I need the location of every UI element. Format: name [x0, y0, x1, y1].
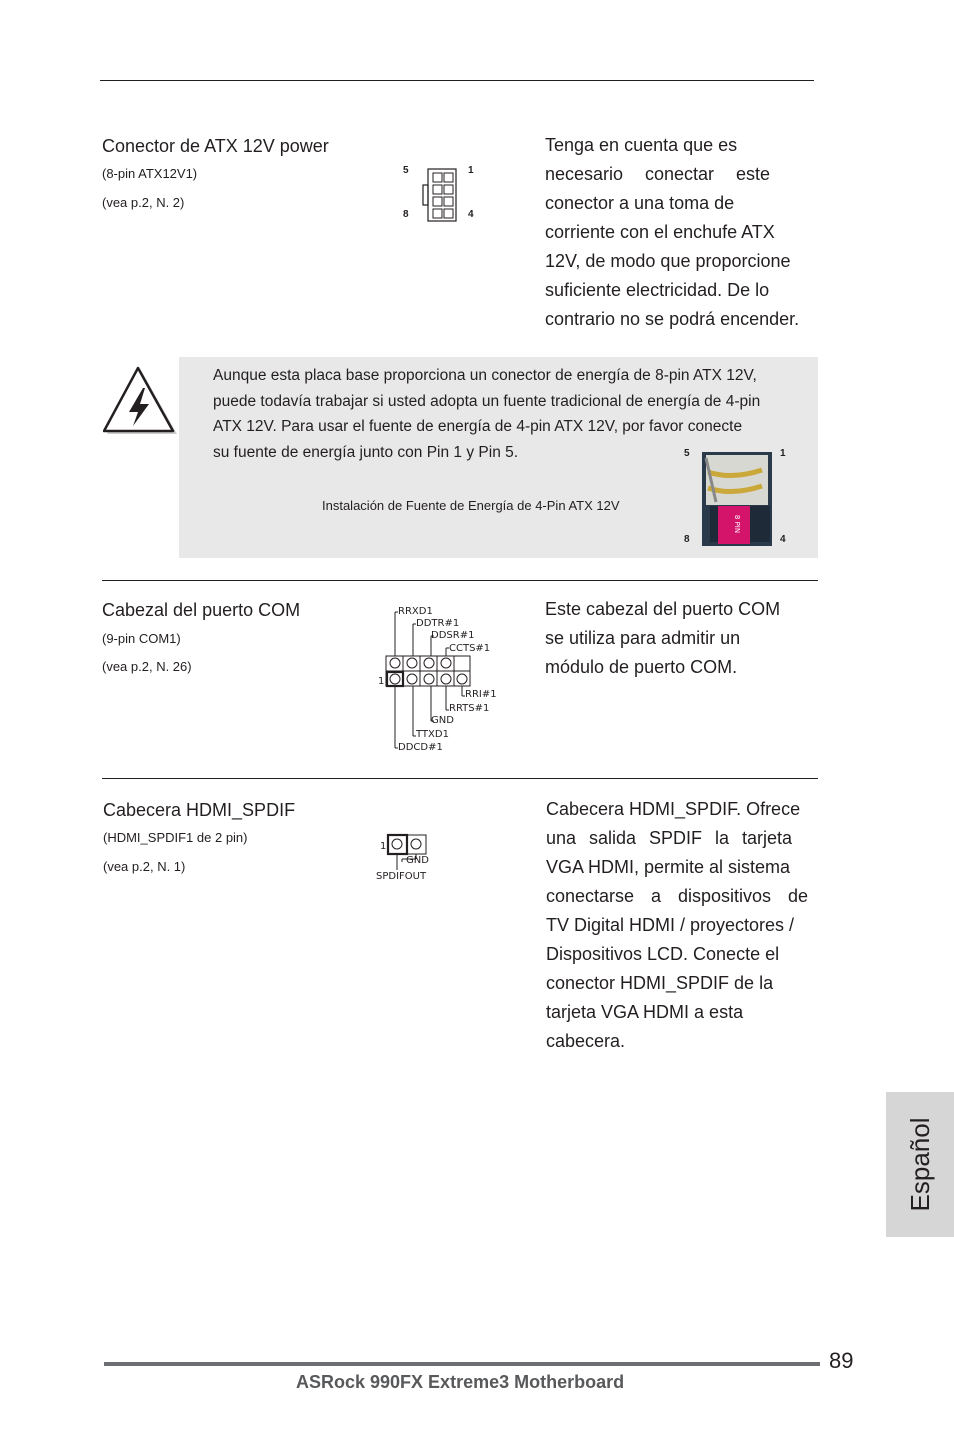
- hdmi-spdifout-label: SPDIFOUT: [376, 871, 427, 882]
- language-tab-label: Español: [905, 1117, 935, 1212]
- atx-desc-line: suficiente electricidad. De lo: [545, 280, 770, 300]
- hdmi-desc-line: tarjeta VGA HDMI a esta: [546, 1002, 744, 1022]
- hdmi-rule: [102, 778, 818, 779]
- com-label-ddtr1: DDTR#1: [416, 618, 460, 629]
- power-connector-photo-icon: [702, 452, 772, 546]
- page-number: 89: [829, 1348, 854, 1373]
- atx-desc-line: 12V, de modo que proporcione: [545, 251, 791, 271]
- language-tab: [886, 1092, 954, 1237]
- com-desc-line: módulo de puerto COM.: [545, 657, 738, 677]
- hdmi-desc-line: cabecera.: [546, 1031, 626, 1051]
- atx-desc-line: Tenga en cuenta que es: [545, 135, 738, 155]
- warning-line: ATX 12V. Para usar el fuente de energía de 4-pin ATX 12V, por favor conecte: [213, 418, 743, 435]
- com-label-ttxd1: TTXD1: [416, 729, 449, 740]
- atx-desc-line: contrario no se podrá encender.: [545, 309, 800, 329]
- atx-desc-line: corriente con el enchufe ATX: [545, 222, 775, 242]
- warning-triangle-icon: [103, 366, 179, 438]
- hdmi-desc-line: conectarse a dispositivos de: [546, 886, 808, 906]
- atx-pin-label-5: 5: [403, 165, 409, 176]
- hdmi-title: Cabecera HDMI_SPDIF: [103, 800, 296, 820]
- atx-8pin-connector-icon: [422, 168, 458, 222]
- hdmi-desc-line: una salida SPDIF la tarjeta: [546, 828, 792, 848]
- com-title: Cabezal del puerto COM: [102, 600, 301, 620]
- com-rule: [102, 580, 818, 581]
- hdmi-desc-line: Dispositivos LCD. Conecte el: [546, 944, 780, 964]
- hdmi-subtitle: (HDMI_SPDIF1 de 2 pin): [103, 830, 248, 845]
- photo-8pin-text: 8 PIN: [733, 514, 741, 534]
- atx-pin-label-4: 4: [468, 209, 474, 220]
- warning-caption: Instalación de Fuente de Energía de 4-Pin ATX 12V: [322, 498, 620, 513]
- com-description: [545, 595, 825, 682]
- warning-line: su fuente de energía junto con Pin 1 y Pin 5.: [213, 443, 519, 461]
- hdmi-desc-line: VGA HDMI, permite al sistema: [546, 857, 791, 877]
- atx-4pin-photo: [680, 444, 790, 550]
- atx-desc-line: conector a una toma de: [545, 193, 735, 213]
- com-label-ddcd1: DDCD#1: [398, 742, 443, 753]
- photo-pin-label-5: 5: [684, 448, 690, 459]
- top-rule: [100, 80, 814, 81]
- hdmi-gnd-label: GND: [406, 855, 429, 866]
- com-header-diagram-icon: [376, 600, 506, 756]
- footer-bar: [104, 1362, 820, 1366]
- hdmi-desc-line: conector HDMI_SPDIF de la: [546, 973, 774, 993]
- com-label-rri1: RRI#1: [465, 689, 497, 700]
- com-subtitle: (9-pin COM1): [102, 631, 181, 646]
- hdmi-desc-line: TV Digital HDMI / proyectores /: [546, 915, 795, 935]
- warning-line: puede todavía trabajar si usted adopta un fuente tradicional de energía de 4-pin: [213, 392, 761, 410]
- com-desc-line: se utiliza para admitir un: [545, 628, 741, 648]
- warning-line: Aunque esta placa base proporciona un conector de energía de 8-pin ATX 12V,: [213, 367, 757, 384]
- atx-connector-diagram: [398, 160, 488, 226]
- com-label-ddsr1: DDSR#1: [431, 630, 475, 641]
- hdmi-reference: (vea p.2, N. 1): [103, 859, 186, 874]
- atx-pin-label-8: 8: [403, 209, 409, 220]
- com-reference: (vea p.2, N. 26): [102, 659, 192, 674]
- photo-pin-label-1: 1: [780, 448, 786, 459]
- photo-pin-label-8: 8: [684, 534, 690, 545]
- atx-desc-line: necesario conectar este: [545, 164, 770, 184]
- com-pin-one: 1: [378, 676, 385, 687]
- hdmi-description: [546, 795, 812, 1056]
- photo-pin-label-4: 4: [780, 534, 786, 545]
- com-label-ccts1: CCTS#1: [449, 643, 491, 654]
- com-desc-line: Este cabezal del puerto COM: [545, 599, 781, 619]
- hdmi-pin-one: 1: [380, 841, 387, 852]
- hdmi-desc-line: Cabecera HDMI_SPDIF. Ofrece: [546, 799, 801, 819]
- com-label-rrxd1: RRXD1: [398, 606, 433, 617]
- com-label-rrts1: RRTS#1: [449, 703, 490, 714]
- atx-title: Conector de ATX 12V power: [102, 136, 329, 156]
- com-label-gnd: GND: [431, 715, 454, 726]
- atx-subtitle: (8-pin ATX12V1): [102, 166, 198, 181]
- atx-description: [545, 131, 819, 334]
- footer-title: ASRock 990FX Extreme3 Motherboard: [296, 1372, 625, 1392]
- hdmi-spdif-header-icon: [374, 832, 444, 884]
- atx-reference: (vea p.2, N. 2): [102, 195, 185, 210]
- atx-pin-label-1: 1: [468, 165, 474, 176]
